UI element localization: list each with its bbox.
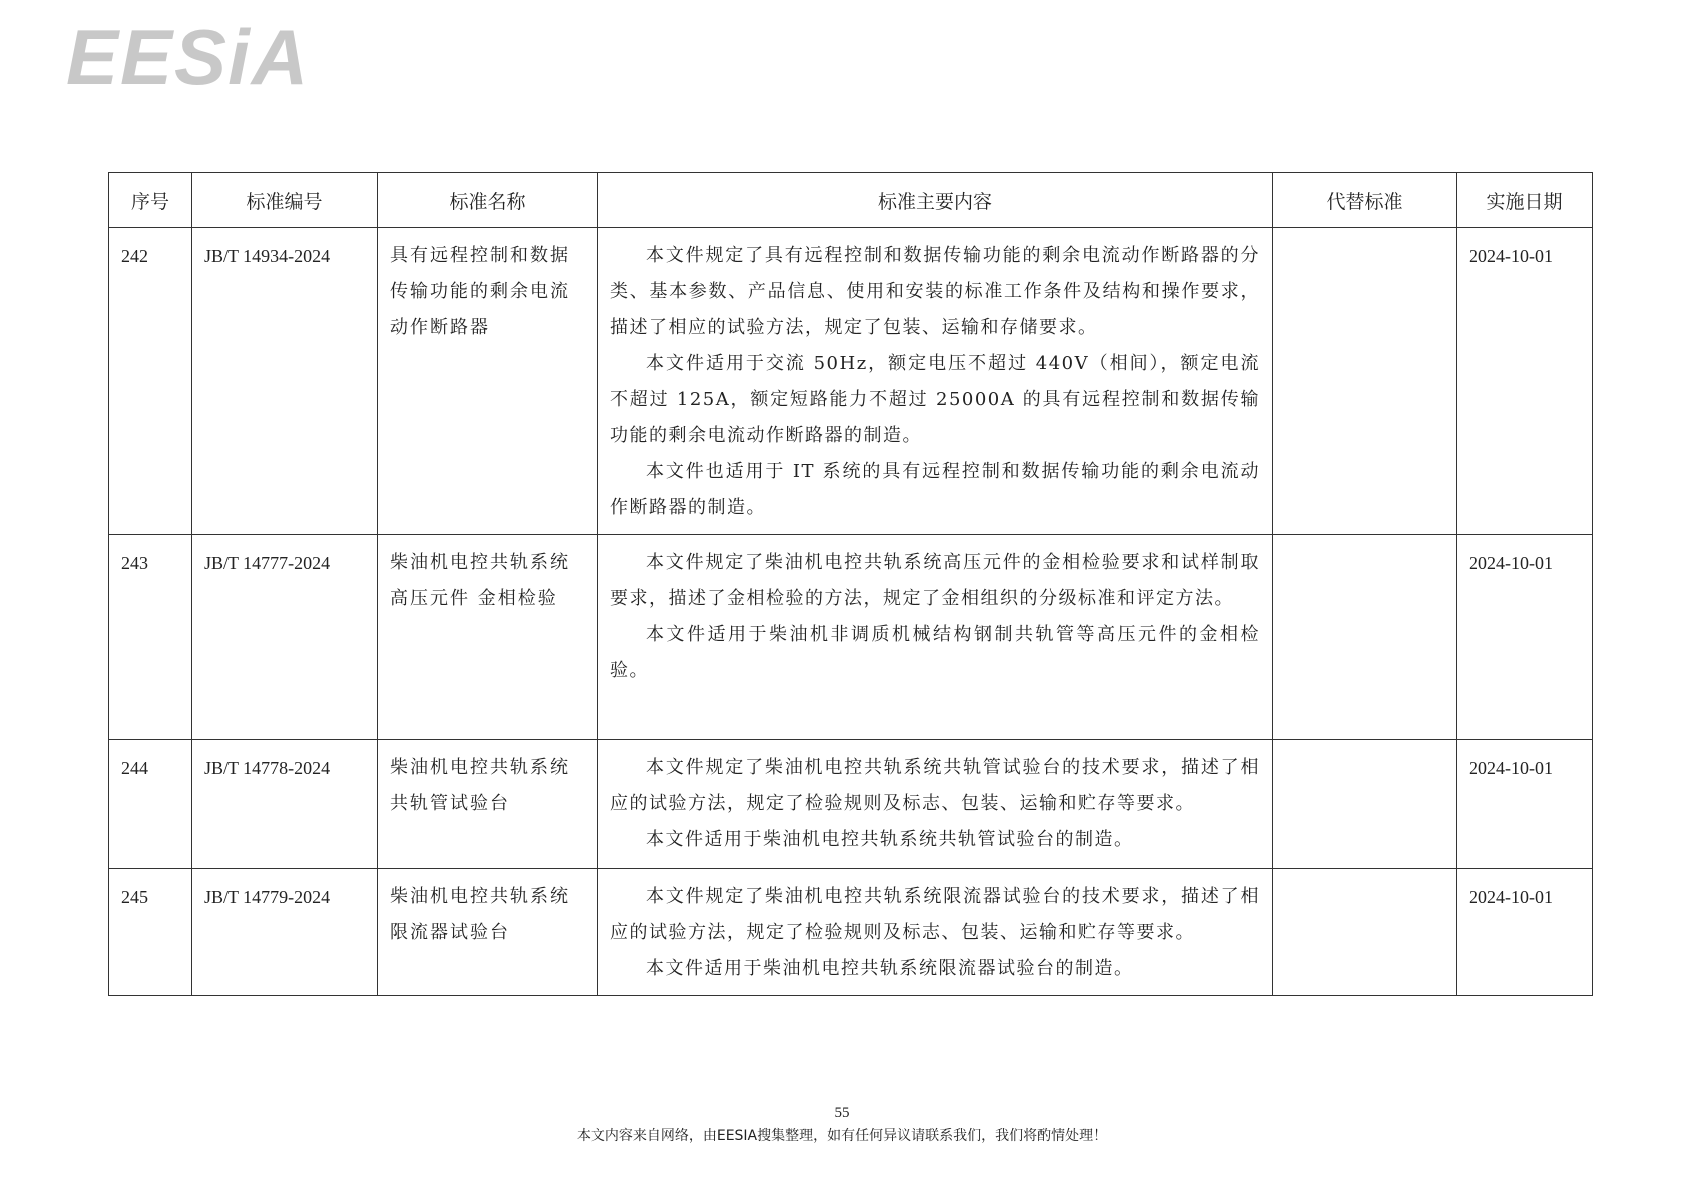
table-header-row — [109, 173, 1593, 228]
row-replaced — [1273, 228, 1457, 535]
row-seq: 242 — [109, 228, 192, 535]
content-paragraph: 本文件规定了柴油机电控共轨系统限流器试验台的技术要求，描述了相应的试验方法，规定了检验规则及标志、包装、运输和贮存等要求。 — [610, 886, 1260, 943]
row-code: JB/T 14779-2024 — [192, 869, 378, 996]
content-paragraph: 本文件规定了柴油机电控共轨系统共轨管试验台的技术要求，描述了相应的试验方法，规定了检验规则及标志、包装、运输和贮存等要求。 — [610, 757, 1260, 814]
row-code: JB/T 14778-2024 — [192, 740, 378, 869]
content-paragraph: 本文件规定了柴油机电控共轨系统高压元件的金相检验要求和试样制取要求，描述了金相检验的方法，规定了金相组织的分级标准和评定方法。 — [610, 552, 1260, 609]
header-replaced: 代替标准 — [1273, 173, 1457, 228]
page-number: 55 — [834, 1105, 850, 1121]
table-row — [109, 535, 1593, 740]
row-date: 2024-10-01 — [1457, 228, 1593, 535]
row-date: 2024-10-01 — [1457, 869, 1593, 996]
row-content — [598, 740, 1273, 869]
row-name: 柴油机电控共轨系统限流器试验台 — [378, 869, 598, 996]
content-paragraph: 本文件也适用于 IT 系统的具有远程控制和数据传输功能的剩余电流动作断路器的制造。 — [610, 461, 1260, 518]
row-content — [598, 228, 1273, 535]
row-date: 2024-10-01 — [1457, 740, 1593, 869]
row-date: 2024-10-01 — [1457, 535, 1593, 740]
row-replaced — [1273, 869, 1457, 996]
table-row — [109, 740, 1593, 869]
row-name: 柴油机电控共轨系统高压元件 金相检验 — [378, 535, 598, 740]
row-name: 柴油机电控共轨系统共轨管试验台 — [378, 740, 598, 869]
header-seq: 序号 — [109, 173, 192, 228]
row-replaced — [1273, 535, 1457, 740]
header-code: 标准编号 — [192, 173, 378, 228]
content-paragraph: 本文件适用于交流 50Hz，额定电压不超过 440V（相间），额定电流不超过 125A，额定短路能力不超过 25000A 的具有远程控制和数据传输功能的剩余电流动作断路器的制造。 — [610, 353, 1260, 446]
row-seq: 243 — [109, 535, 192, 740]
row-seq: 245 — [109, 869, 192, 996]
content-paragraph: 本文件适用于柴油机电控共轨系统限流器试验台的制造。 — [646, 958, 1134, 979]
row-code: JB/T 14934-2024 — [192, 228, 378, 535]
row-replaced — [1273, 740, 1457, 869]
content-paragraph: 本文件适用于柴油机非调质机械结构钢制共轨管等高压元件的金相检验。 — [610, 624, 1260, 681]
header-date: 实施日期 — [1457, 173, 1593, 228]
header-content: 标准主要内容 — [598, 173, 1273, 228]
row-content — [598, 869, 1273, 996]
footer-disclaimer: 本文内容来自网络，由EESIA搜集整理，如有任何异议请联系我们，我们将酌情处理！ — [576, 1128, 1108, 1144]
row-seq: 244 — [109, 740, 192, 869]
table-row — [109, 869, 1593, 996]
content-paragraph: 本文件规定了具有远程控制和数据传输功能的剩余电流动作断路器的分类、基本参数、产品信息、使用和安装的标准工作条件及结构和操作要求，描述了相应的试验方法，规定了包装、运输和存储要求。 — [610, 245, 1260, 338]
header-name: 标准名称 — [378, 173, 598, 228]
content-paragraph: 本文件适用于柴油机电控共轨系统共轨管试验台的制造。 — [646, 829, 1134, 850]
eesia-logo: EESiA — [66, 13, 311, 101]
standards-table — [108, 172, 1593, 996]
row-name: 具有远程控制和数据传输功能的剩余电流动作断路器 — [378, 228, 598, 535]
row-code: JB/T 14777-2024 — [192, 535, 378, 740]
row-content — [598, 535, 1273, 740]
table-row — [109, 228, 1593, 535]
